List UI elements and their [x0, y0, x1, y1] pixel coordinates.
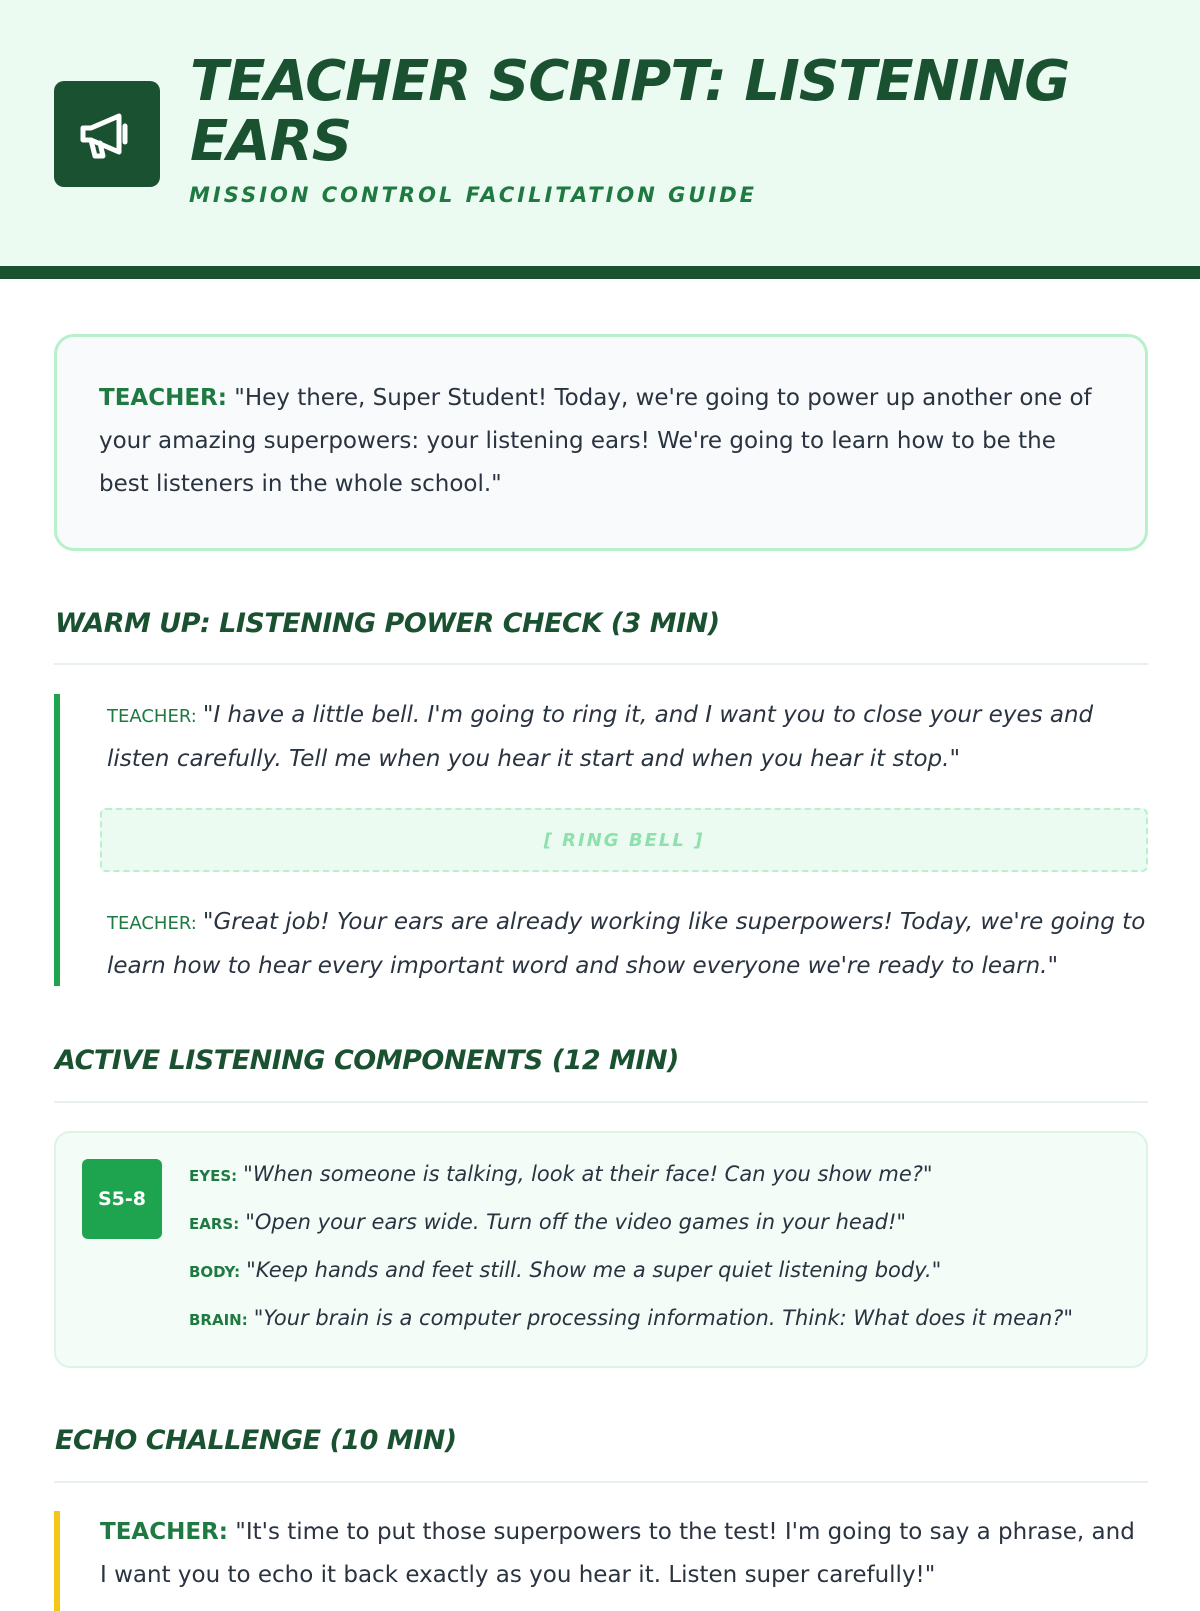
- script-text: "I have a little bell. I'm going to ring it, and I want you to close your eyes and listen carefully. Tell me when you hear it start and when you hear it stop.": [107, 702, 1094, 772]
- script-text: "It's time to put those superpowers to the test! I'm going to say a phrase, and I want you to echo it back exactly as you hear it. Listen super carefully!": [100, 1519, 1135, 1588]
- section-title-components: ACTIVE LISTENING COMPONENTS (12 MIN): [55, 1045, 679, 1076]
- megaphone-icon: [75, 102, 139, 166]
- component-label: EARS:: [189, 1215, 240, 1233]
- section-divider: [54, 663, 1148, 665]
- component-item-ears: [189, 1210, 906, 1234]
- component-text: "Open your ears wide. Turn off the video games in your head!": [245, 1210, 907, 1234]
- component-item-eyes: [189, 1162, 933, 1186]
- component-label: BODY:: [189, 1263, 241, 1281]
- component-label: EYES:: [189, 1167, 238, 1185]
- echo-script-text: [100, 1511, 1148, 1597]
- component-label: BRAIN:: [189, 1311, 248, 1329]
- script-text: "Great job! Your ears are already working like superpowers! Today, we're going to learn how to hear every important word and show everyone we're ready to learn.": [107, 909, 1146, 979]
- section-divider: [54, 1481, 1148, 1483]
- section-title-warmup: WARM UP: LISTENING POWER CHECK (3 MIN): [55, 608, 720, 639]
- section-divider: [54, 1101, 1148, 1103]
- script-line: [107, 694, 1157, 781]
- intro-text: "Hey there, Super Student! Today, we're going to power up another one of your amazing superpowers: your listening ears! We're going to learn how to be the best listeners in the whole school.": [99, 385, 1092, 497]
- page-subtitle: MISSION CONTROL FACILITATION GUIDE: [189, 183, 757, 207]
- component-text: "Your brain is a computer processing information. Think: What does it mean?": [253, 1306, 1074, 1330]
- logo-badge: [54, 81, 160, 187]
- speaker-label: TEACHER:: [107, 913, 197, 934]
- script-line: [107, 901, 1157, 988]
- page-title: TEACHER SCRIPT: LISTENING EARS: [190, 49, 1070, 174]
- component-text: "When someone is talking, look at their face! Can you show me?": [243, 1162, 933, 1186]
- speaker-label: TEACHER:: [99, 385, 227, 411]
- component-item-body: [189, 1258, 941, 1282]
- section-title-echo: ECHO CHALLENGE (10 MIN): [55, 1425, 457, 1456]
- stage-direction-ring-bell: [ RING BELL ]: [100, 808, 1148, 872]
- component-item-brain: [189, 1306, 1073, 1330]
- speaker-label: TEACHER:: [107, 706, 197, 727]
- speaker-label: TEACHER:: [100, 1519, 228, 1545]
- intro-callout: [54, 334, 1148, 551]
- slide-range-badge: S5-8: [82, 1159, 162, 1239]
- component-text: "Keep hands and feet still. Show me a super quiet listening body.": [246, 1258, 942, 1282]
- header-divider: [0, 266, 1200, 279]
